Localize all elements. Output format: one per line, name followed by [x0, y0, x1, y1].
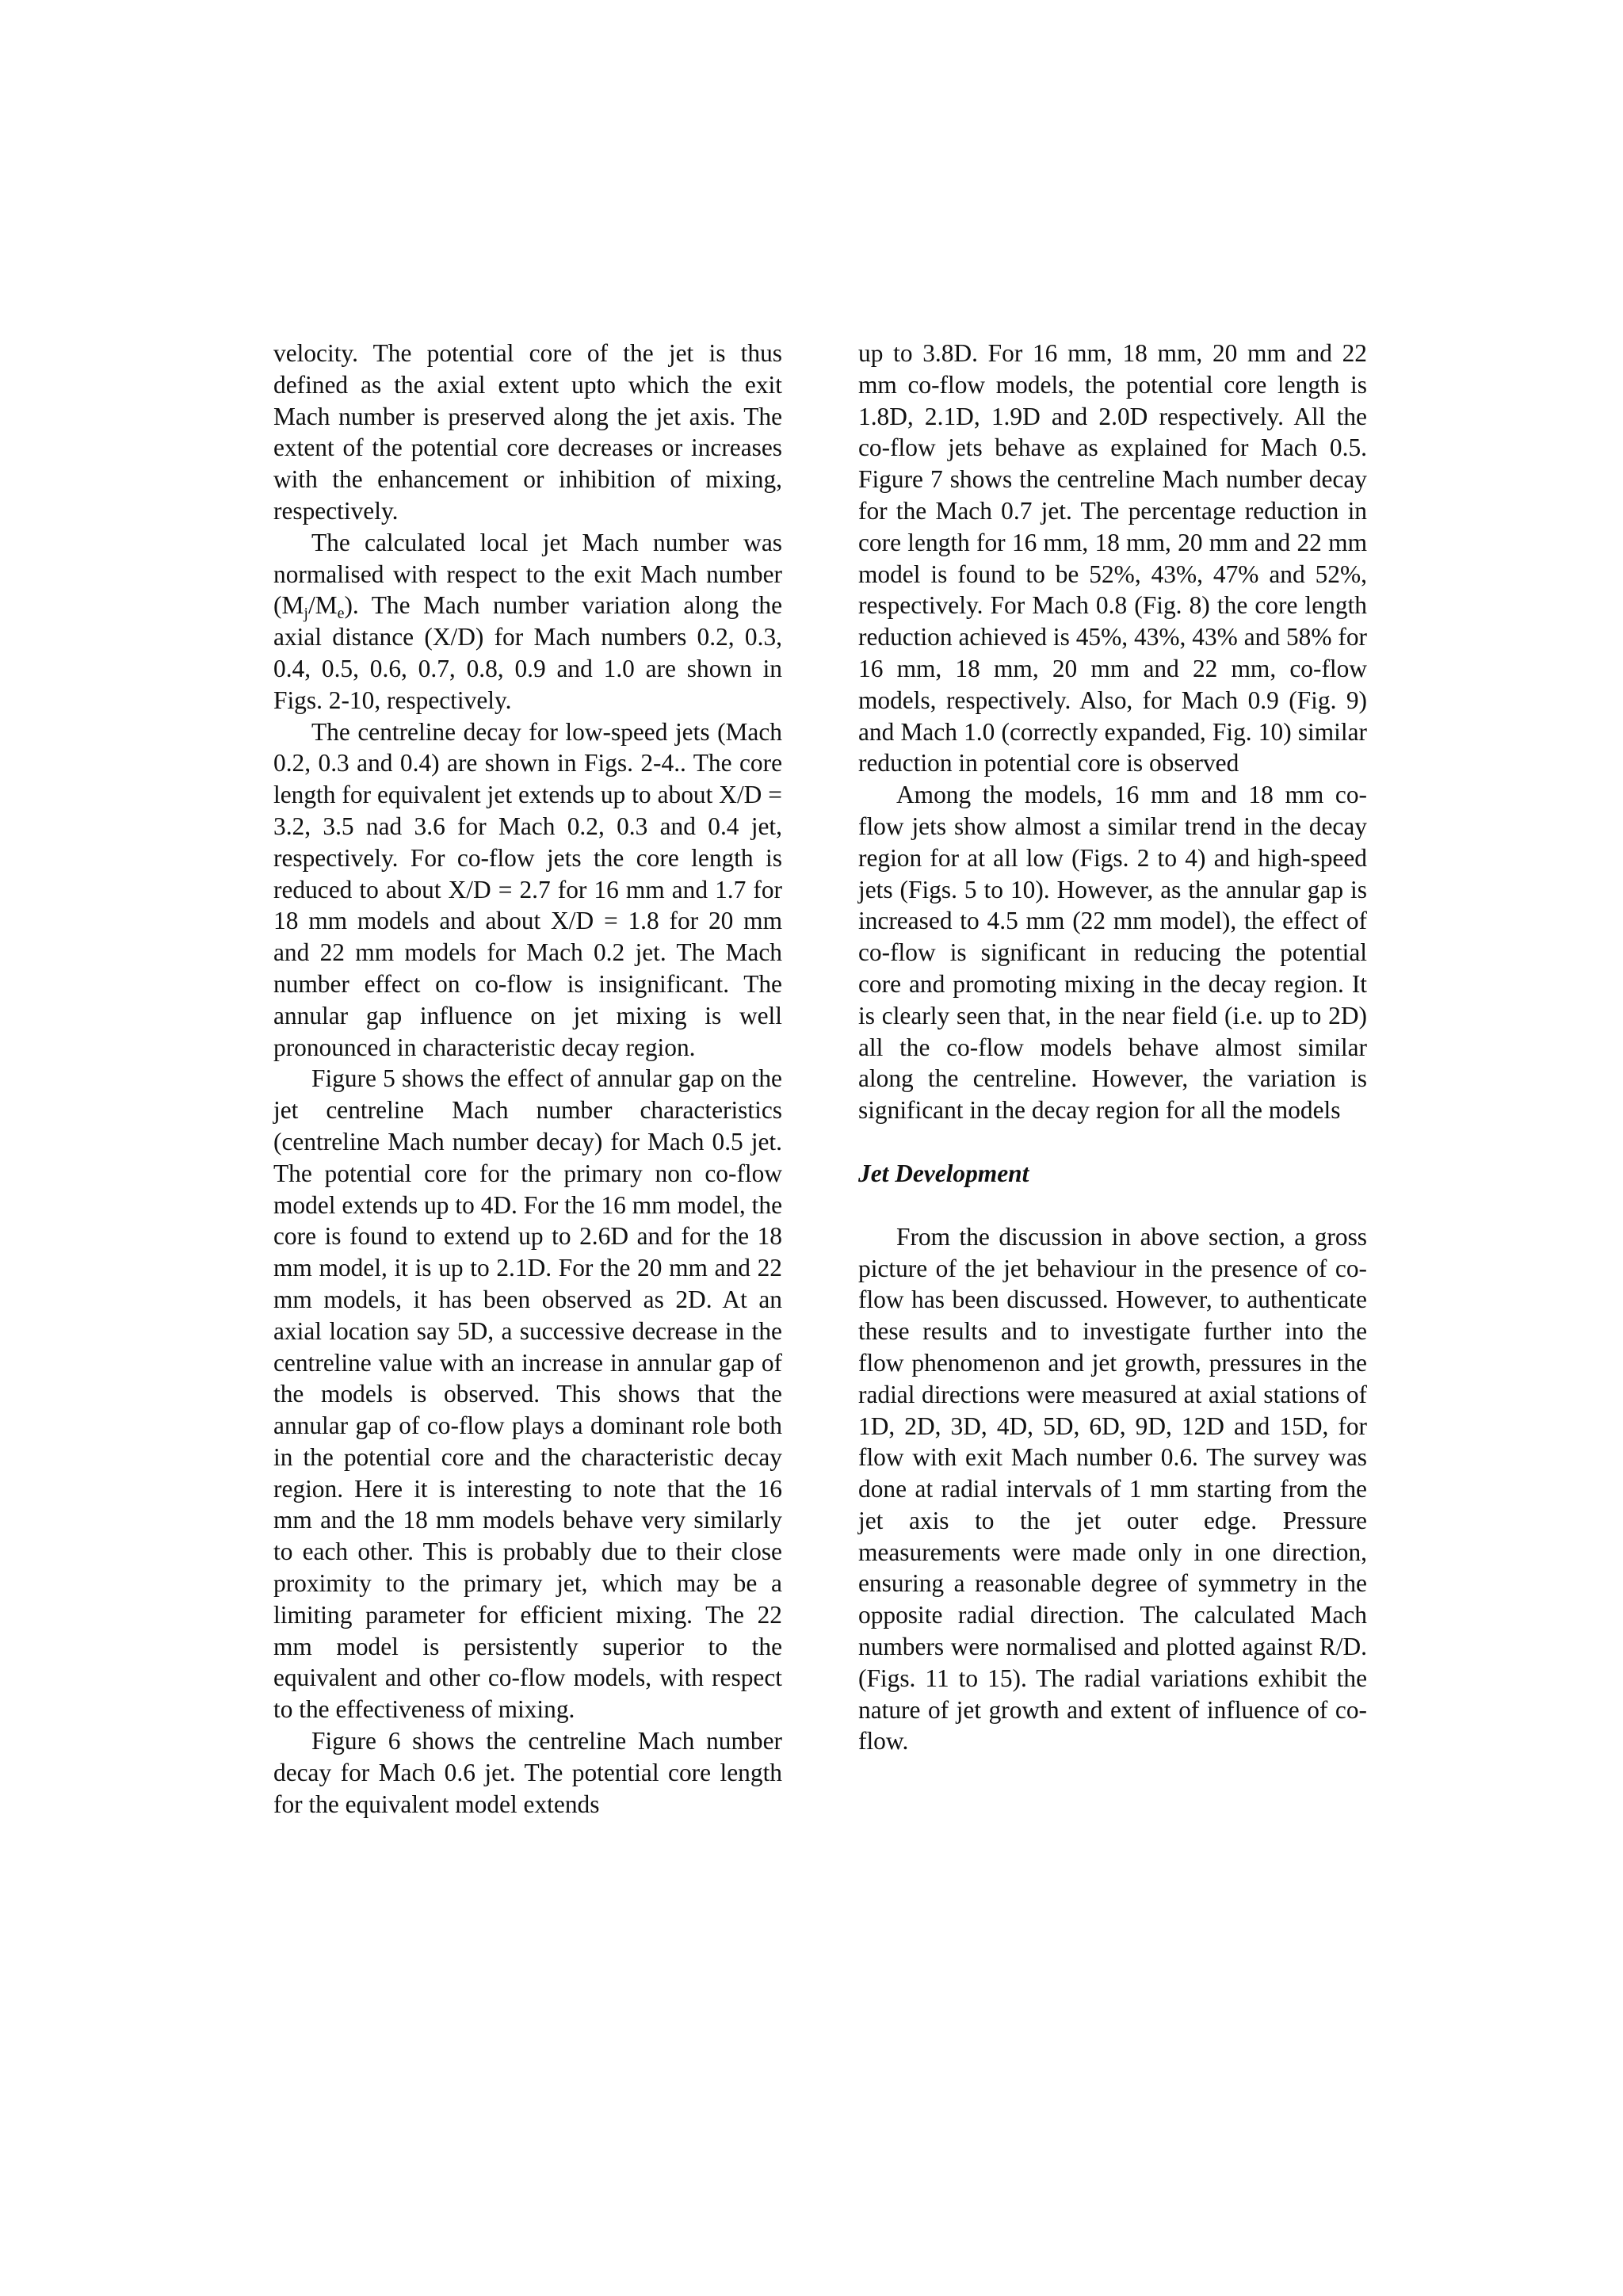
paragraph-normalisation-text-c: ). The Mach number variation along the axial distance (X/D) for Mach numbers 0.2, 0.3, 0.4, 0.5, 0.6, 0.7, 0.8, 0.9 and 1.0 are shown in Figs. 2-10, respectively.: [273, 591, 782, 714]
paragraph-core-definition: velocity. The potential core of the jet is thus defined as the axial extent upto which the exit Mach number is preserved along the jet axis. The extent of the potential core decreases or increases with the enhancement or inhibition of mixing, respectively.: [273, 339, 782, 525]
paragraph-model-comparison: Among the models, 16 mm and 18 mm co-flow jets show almost a similar trend in the decay region for at all low (Figs. 2 to 4) and high-speed jets (Figs. 5 to 10). However, as the annular gap is increased to 4.5 mm (22 mm model), the effect of co-flow is significant in reducing the potential core and promoting mixing in the decay region. It is clearly seen that, in the near field (i.e. up to 2D) all the co-flow models behave almost similar along the centreline. However, the variation is significant in the decay region for all the models: [858, 781, 1367, 1125]
paragraph-figure-5: Figure 5 shows the effect of annular gap on the jet centreline Mach number characteristics (centreline Mach number decay) for Mach 0.5 jet. The potential core for the primary non co-flow model extends up to 4D. For the 16 mm model, the core is found to extend up to 2.6D and for the 18 mm model, it is up to 2.1D. For the 20 mm and 22 mm models, it has been observed as 2D. At an axial location say 5D, a successive decrease in the centreline value with an increase in annular gap of the models is observed. This shows that the annular gap of co-flow plays a dominant role both in the potential core and the characteristic decay region. Here it is interesting to note that the 16 mm and the 18 mm models behave very similarly to each other. This is probably due to their close proximity to the primary jet, which may be a limiting parameter for efficient mixing. The 22 mm model is persistently superior to the equivalent and other co-flow models, with respect to the effectiveness of mixing.: [273, 1064, 782, 1724]
left-text-column: [273, 338, 782, 1820]
paragraph-normalisation-text-a: The calculated local jet Mach number was normalised with respect to the exit Mach number (M: [273, 528, 782, 620]
subscript-j: j: [304, 605, 308, 623]
paragraph-normalisation: [273, 527, 782, 716]
paragraph-core-length-results: up to 3.8D. For 16 mm, 18 mm, 20 mm and 22 mm co-flow models, the potential core length is 1.8D, 2.1D, 1.9D and 2.0D respectively. All the co-flow jets behave as explained for Mach 0.5. Figure 7 shows the centreline Mach number decay for the Mach 0.7 jet. The percentage reduction in core length for 16 mm, 18 mm, 20 mm and 22 mm model is found to be 52%, 43%, 47% and 52%, respectively. For Mach 0.8 (Fig. 8) the core length reduction achieved is 45%, 43%, 43% and 58% for 16 mm, 18 mm, 20 mm and 22 mm, co-flow models, respectively. Also, for Mach 0.9 (Fig. 9) and Mach 1.0 (correctly expanded, Fig. 10) similar reduction in potential core is observed: [858, 339, 1367, 777]
right-text-column: [858, 338, 1367, 1757]
paragraph-jet-development: From the discussion in above section, a gross picture of the jet behaviour in the presence of co-flow has been discussed. However, to authenticate these results and to investigate further into the flow phenomenon and jet growth, pressures in the radial directions were measured at axial stations of 1D, 2D, 3D, 4D, 5D, 6D, 9D, 12D and 15D, for flow with exit Mach number 0.6. The survey was done at radial intervals of 1 mm starting from the jet axis to the jet outer edge. Pressure measurements were made only in one direction, ensuring a reasonable degree of symmetry in the opposite radial direction. The calculated Mach numbers were normalised and plotted against R/D. (Figs. 11 to 15). The radial variations exhibit the nature of jet growth and extent of influence of co-flow.: [858, 1222, 1367, 1755]
paragraph-normalisation-text-b: /M: [307, 591, 338, 620]
section-heading-jet-development: Jet Development: [858, 1159, 1029, 1187]
subscript-e: e: [337, 605, 345, 623]
paragraph-figure-6: Figure 6 shows the centreline Mach number decay for Mach 0.6 jet. The potential core length for the equivalent model extends: [273, 1727, 782, 1818]
paragraph-low-speed-decay: The centreline decay for low-speed jets (Mach 0.2, 0.3 and 0.4) are shown in Figs. 2-4.. The core length for equivalent jet extends up to about X/D = 3.2, 3.5 nad 3.6 for Mach 0.2, 0.3 and 0.4 jet, respectively. For co-flow jets the core length is reduced to about X/D = 2.7 for 16 mm and 1.7 for 18 mm models and about X/D = 1.8 for 20 mm and 22 mm models for Mach 0.2 jet. The Mach number effect on co-flow is insignificant. The annular gap influence on jet mixing is well pronounced in characteristic decay region.: [273, 717, 782, 1061]
